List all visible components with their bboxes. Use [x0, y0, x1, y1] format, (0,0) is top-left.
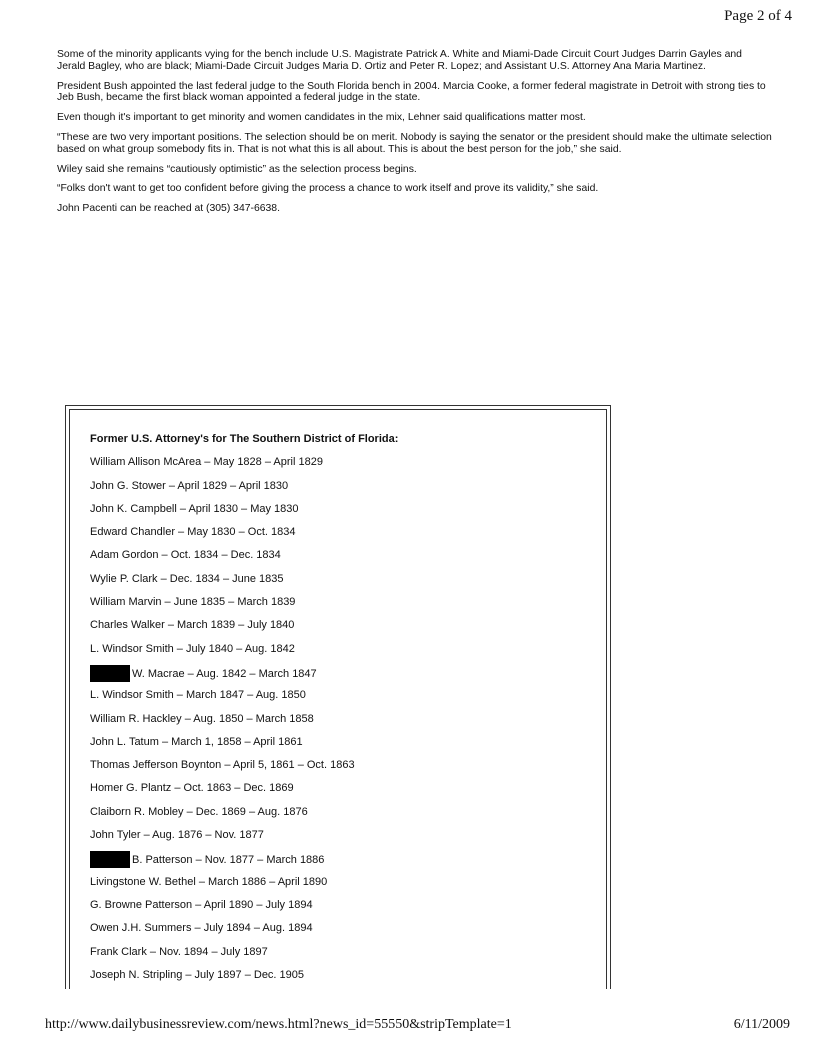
attorney-list-item-text: L. Windsor Smith – July 1840 – Aug. 1842 [90, 642, 295, 655]
article-body [57, 49, 773, 223]
article-paragraph: Wiley said she remains “cautiously optimistic” as the selection process begins. [57, 163, 417, 175]
attorney-list-box [65, 405, 611, 989]
attorney-list-item [90, 851, 398, 874]
author-contact: John Pacenti can be reached at (305) 347-6638. [57, 203, 280, 215]
attorney-list-item-text: B. Patterson – Nov. 1877 – March 1886 [132, 854, 325, 867]
attorney-list-item-text: Adam Gordon – Oct. 1834 – Dec. 1834 [90, 549, 281, 562]
attorney-list-inner-border [69, 409, 607, 989]
attorney-list-item [90, 688, 398, 711]
article-paragraph: President Bush appointed the last federal judge to the South Florida bench in 2004. Marcia Cooke, a former federal magistrate in Detroit with strong ties to Jeb Bush, became the first black woman appointed a federal judge in the state. [57, 80, 766, 104]
attorney-list-item [90, 642, 398, 665]
attorney-list-item-text: John L. Tatum – March 1, 1858 – April 1861 [90, 735, 303, 748]
attorney-list-item [90, 665, 398, 688]
attorney-list-item [90, 945, 398, 968]
attorney-list-item [90, 735, 398, 758]
attorney-list-item-text: Edward Chandler – May 1830 – Oct. 1834 [90, 526, 296, 539]
article-paragraph: Even though it's important to get minority and women candidates in the mix, Lehner said qualifications matter most. [57, 112, 586, 124]
attorney-list-item [90, 548, 398, 571]
attorney-list-item [90, 572, 398, 595]
attorney-list-item [90, 479, 398, 502]
attorney-list-item-text: L. Windsor Smith – March 1847 – Aug. 1850 [90, 689, 306, 702]
footer-date: 6/11/2009 [733, 1017, 790, 1032]
article-paragraph: Some of the minority applicants vying for the bench include U.S. Magistrate Patrick A. White and Miami-Dade Circuit Court Judges Darrin Gayles and Jerald Bagley, who are black; Miami-Dade Circuit Judges Maria D. Ortiz and Peter R. Lopez; and Assistant U.S. Attorney Ana Maria Martinez. [57, 49, 742, 72]
attorney-list-item [90, 455, 398, 478]
attorney-list-item-text: John G. Stower – April 1829 – April 1830 [90, 479, 289, 492]
attorney-list-item-text: Owen J.H. Summers – July 1894 – Aug. 1894 [90, 922, 313, 935]
attorney-list-item-text: Wylie P. Clark – Dec. 1834 – June 1835 [90, 572, 284, 585]
article-paragraph: “Folks don't want to get too confident before giving the process a chance to work itself and prove its validity,” she said. [57, 183, 599, 195]
attorney-list-item-text: William R. Hackley – Aug. 1850 – March 1858 [90, 712, 314, 725]
attorney-list-item [90, 618, 398, 641]
attorney-list-item-text: Homer G. Plantz – Oct. 1863 – Dec. 1869 [90, 782, 294, 795]
redaction-block [90, 851, 130, 868]
attorney-list-item-text: William Marvin – June 1835 – March 1839 [90, 596, 296, 609]
attorney-list-item-text: William Allison McArea – May 1828 – April 1829 [90, 456, 323, 469]
attorney-list-item-text: Frank Clark – Nov. 1894 – July 1897 [90, 945, 268, 958]
page-indicator: Page 2 of 4 [724, 8, 792, 24]
attorney-list-item [90, 525, 398, 548]
attorney-list-item-text: Thomas Jefferson Boynton – April 5, 1861 – Oct. 1863 [90, 759, 355, 772]
attorney-list-item [90, 712, 398, 735]
redaction-block [90, 665, 130, 682]
attorney-list-item-text: Livingstone W. Bethel – March 1886 – April 1890 [90, 875, 328, 888]
attorney-list-item [90, 921, 398, 944]
attorney-list-item-text: G. Browne Patterson – April 1890 – July 1894 [90, 898, 313, 911]
footer-url: http://www.dailybusinessreview.com/news.html?news_id=55550&stripTemplate=1 [45, 1017, 512, 1032]
attorney-list-item [90, 595, 398, 618]
attorney-list-item [90, 758, 398, 781]
attorney-list-title: Former U.S. Attorney's for The Southern District of Florida: [90, 433, 399, 445]
attorney-list-item-text: John K. Campbell – April 1830 – May 1830 [90, 502, 299, 515]
attorney-list-item-text: Claiborn R. Mobley – Dec. 1869 – Aug. 1876 [90, 805, 308, 818]
attorney-list-item [90, 781, 398, 804]
attorney-list-item [90, 968, 398, 991]
attorney-list-item-text: Joseph N. Stripling – July 1897 – Dec. 1905 [90, 968, 305, 981]
attorney-list [90, 432, 398, 991]
attorney-list-item-text: Charles Walker – March 1839 – July 1840 [90, 619, 295, 632]
attorney-list-item [90, 805, 398, 828]
attorney-list-item [90, 502, 398, 525]
attorney-list-item [90, 828, 398, 851]
attorney-list-item [90, 898, 398, 921]
attorney-list-item-text: John Tyler – Aug. 1876 – Nov. 1877 [90, 829, 264, 842]
attorney-list-item [90, 875, 398, 898]
article-paragraph: “These are two very important positions. The selection should be on merit. Nobody is saying the senator or the president should make the ultimate selection based on what group somebody fits in. That is not what this is all about. This is about the best person for the job,” she said. [57, 131, 772, 155]
attorney-list-entries [90, 455, 398, 991]
attorney-list-item-text: W. Macrae – Aug. 1842 – March 1847 [132, 667, 317, 680]
